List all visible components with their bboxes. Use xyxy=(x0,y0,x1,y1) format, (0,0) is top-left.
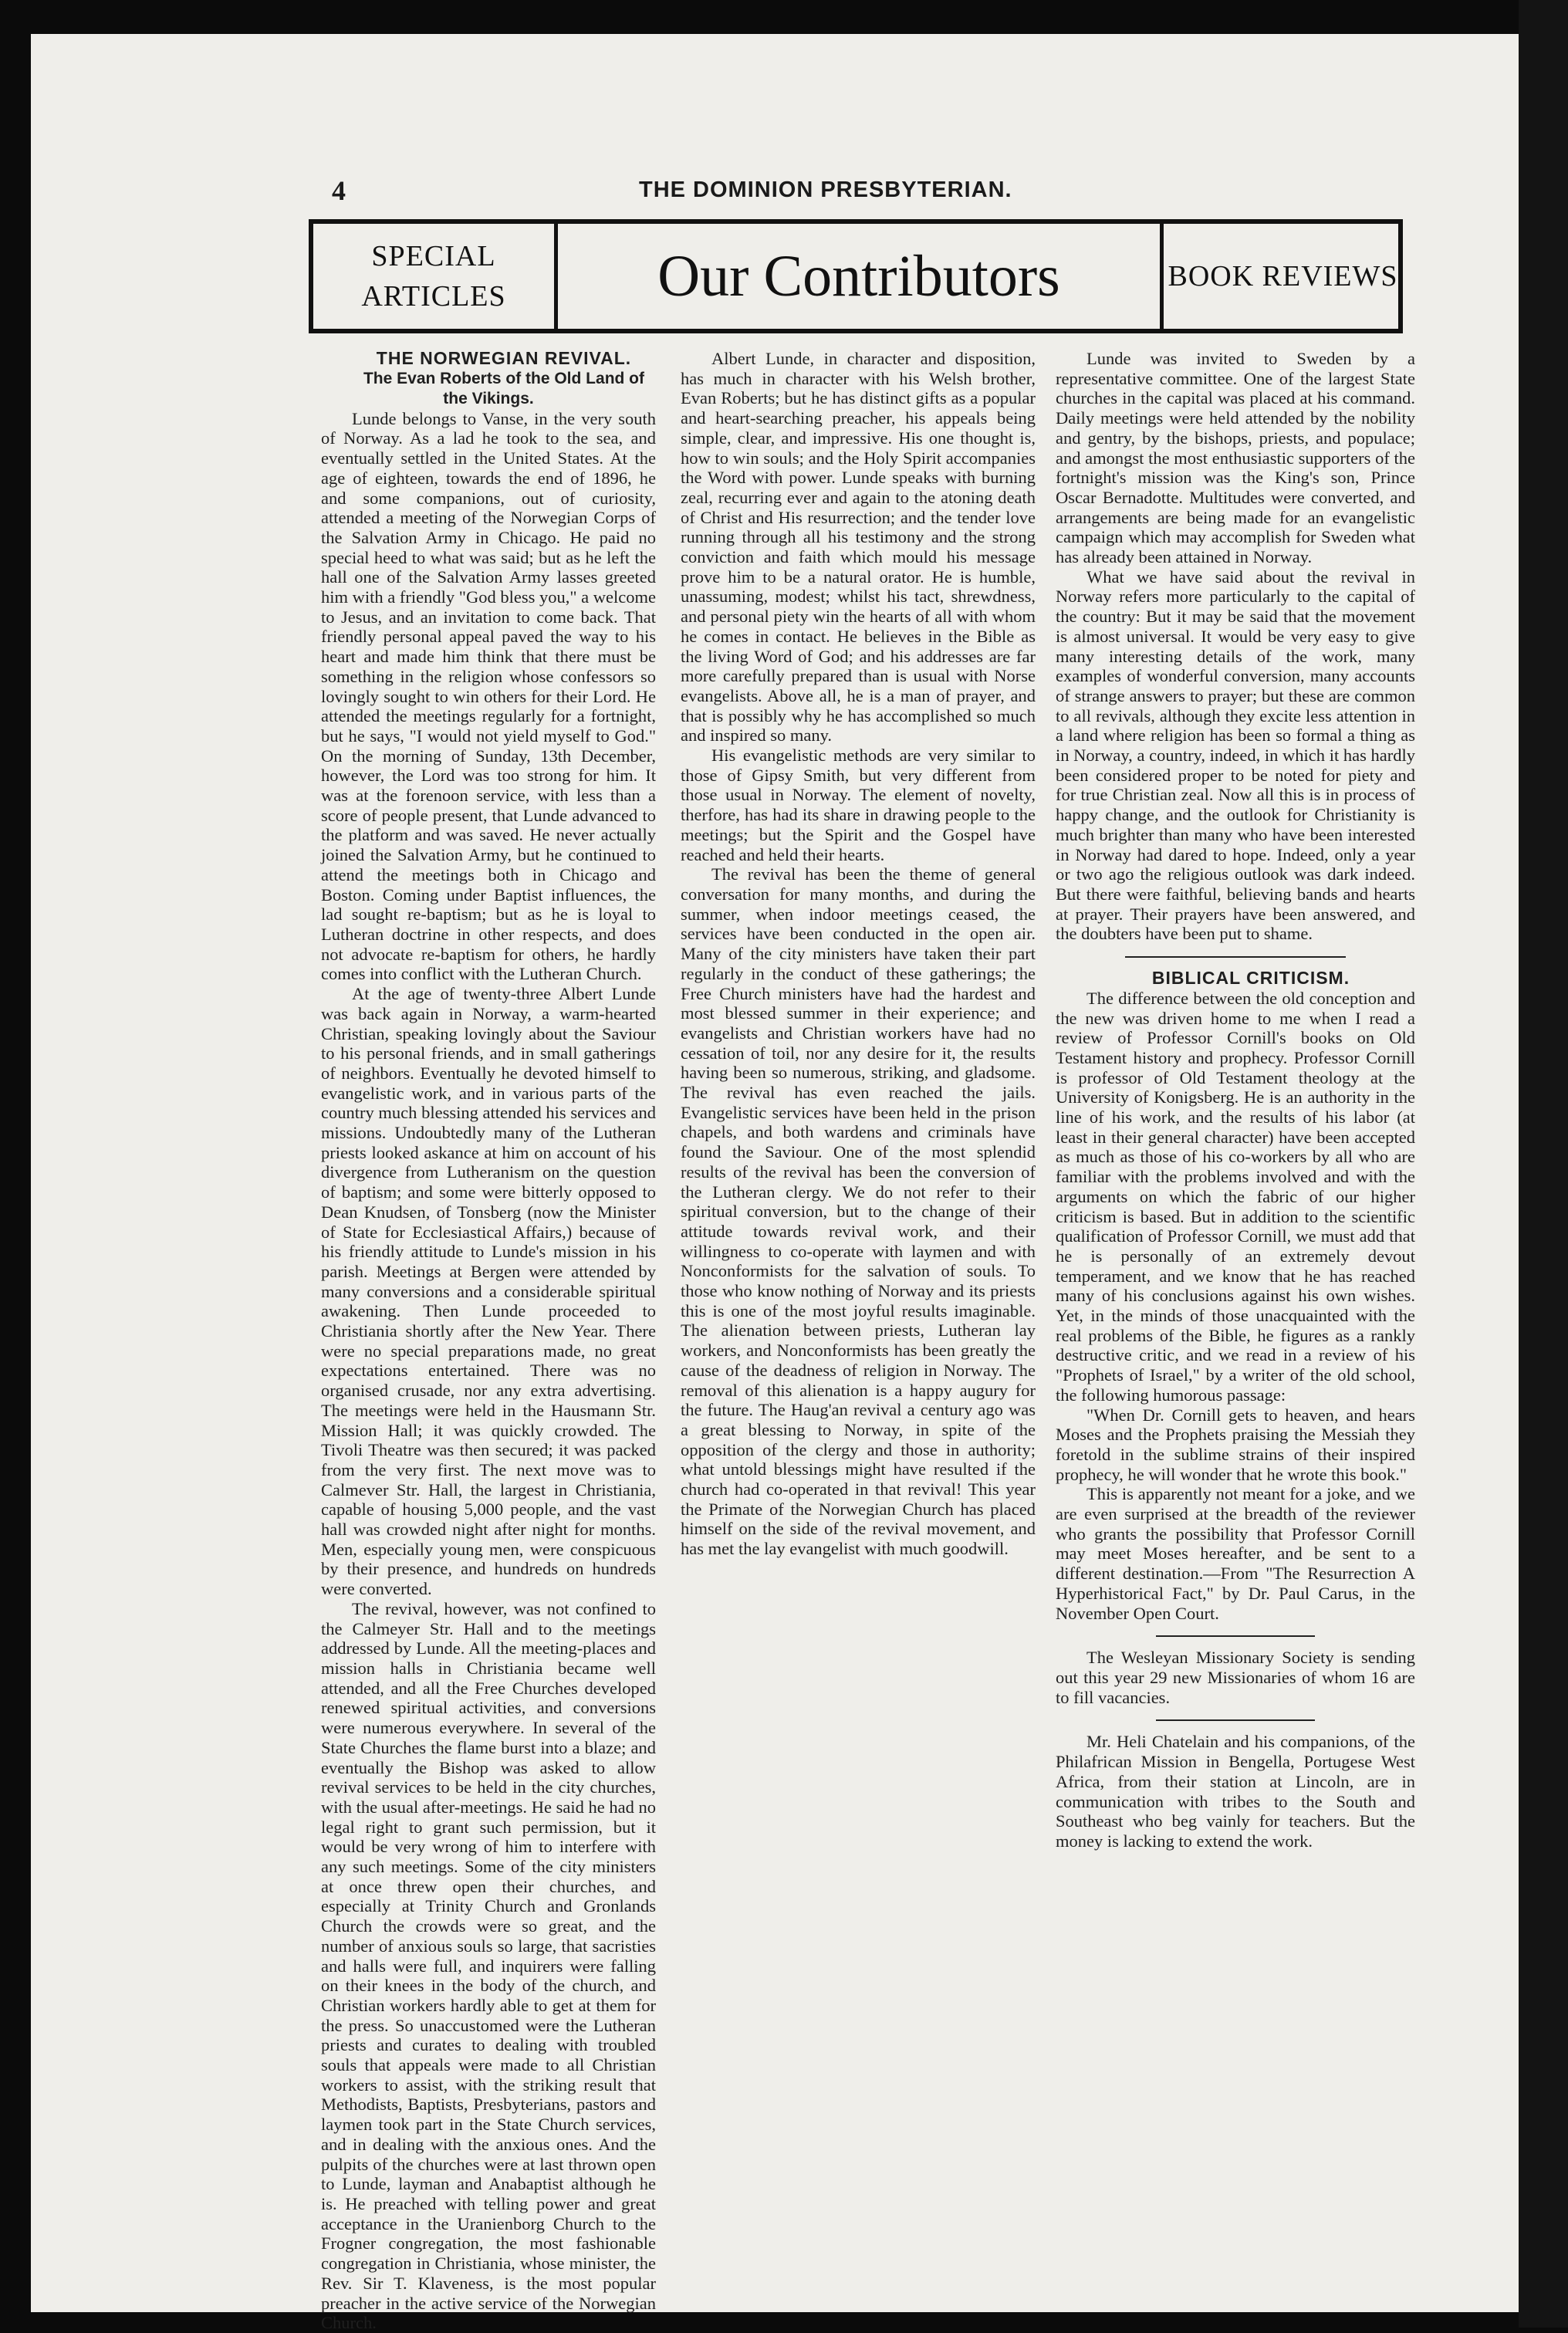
article-paragraph: The revival, however, was not confined to the Calmeyer Str. Hall and to the meetings addressed by Lunde. All the meeting-places and mission halls in Christiania became well attended, and all the Free Churches developed renewed spiritual activities, and conversions were numerous everywhere. In several of the State Churches the flame burst into a blaze; and eventually the Bishop was asked to allow revival services to be held in the city churches, with the usual after-meetings. He said he had no legal right to grant such permission, but it would be very wrong of him to interfere with any such meetings. Some of the city ministers at once threw open their churches, and especially at Trinity Church and Gronlands Church the crowds were so great, and the number of anxious souls so large, that sacristies and halls were full, and inquirers were falling on their knees in the body of the church, and Christian workers hardly able to get at them for the press. So unaccustomed were the Lutheran priests and curates to dealing with troubled souls that appeals were made to all Christian workers to assist, with the striking result that Methodists, Baptists, Presbyterians, pastors and laymen took part in the State Church services, and in dealing with the anxious ones. And the pulpits of the churches were at last thrown open to Lunde, layman and Anabaptist although he is. He preached with telling power and great acceptance in the Uranienborg Church to the Frogner congregation, the most fashionable congregation in Christiania, whose minister, the Rev. Sir T. Klaveness, is the most popular preacher in the active service of the Norwegian Church. xyxy=(321,1598,656,2333)
column-1 xyxy=(321,349,656,2333)
section-divider xyxy=(1125,956,1346,958)
page-number: 4 xyxy=(332,175,346,206)
section-banner xyxy=(309,219,1403,333)
article-paragraph: Albert Lunde, in character and disposition, has much in character with his Welsh brother, Evan Roberts; but he has distinct gifts as a popular and heart-searching preacher, his appeals being simple, clear, and impressive. His one thought is, how to win souls; and the Holy Spirit accompanies the Word with power. Lunde speaks with burning zeal, recurring ever and again to the atoning death of Christ and His resurrection; and the tender love running through all his testimony and the strong conviction and faith which mould his message prove him to be a natural orator. He is humble, unassuming, modest; whilst his tact, shrewdness, and personal piety win the hearts of all with whom he comes in contact. He believes in the Bible as the living Word of God; and his addresses are far more carefully prepared than is usual with Norse evangelists. Above all, he is a man of prayer, and that is possibly why he has accomplished so much and inspired so many. xyxy=(681,349,1036,746)
section-divider xyxy=(1156,1635,1315,1637)
column-3 xyxy=(1056,349,1415,1851)
article-paragraph: Lunde belongs to Vanse, in the very south of Norway. As a lad he took to the sea, and eventually settled in the United States. At the age of eighteen, towards the end of 1896, he and some companions, out of curiosity, attended a meeting of the Norwegian Corps of the Salvation Army in Chicago. He paid no special heed to what was said; but as he left the hall one of the Salvation Army lasses greeted him with a friendly "God bless you," a welcome to Jesus, and an invitation to come back. That friendly personal appeal paved the way to his heart and made him think that there must be something in the religion whose confessors so lovingly sought to win others for their Lord. He attended the meetings regularly for a fortnight, but he says, "I would not yield myself to God." On the morning of Sunday, 13th December, however, the Lord was too strong for him. It was at the forenoon service, with less than a score of people present, that Lunde advanced to the platform and was saved. He never actually joined the Salvation Army, but he continued to attend the meetings both in Chicago and Boston. Coming under Baptist influences, the lad sought re-baptism; but as he is loyal to Lutheran doctrine in other respects, and does not advocate re-baptism for others, he hardly comes into conflict with the Lutheran Church. xyxy=(321,408,656,984)
section-divider xyxy=(1156,1719,1315,1721)
column-2 xyxy=(681,349,1036,1559)
article-paragraph: What we have said about the revival in Norway refers more particularly to the capital of the country: But it may be said that the movement is almost universal. It would be very easy to give many interesting details of the work, many examples of wonderful conversion, many accounts of strange answers to prayer; but these are common to all revivals, although they excite less attention in a land where religion has been so formal a thing as in Norway, a country, indeed, in which it has hardly been considered proper to be noted for piety and for true Christian zeal. Now all this is in process of happy change, and the outlook for Christianity is much brighter than many who have been interested in Norway had dared to hope. Indeed, only a year or two ago the religious outlook was dark indeed. But there were faithful, believing bands and hearts at prayer. Their prayers have been answered, and the doubters have been put to shame. xyxy=(1056,566,1415,944)
journal-title: THE DOMINION PRESBYTERIAN. xyxy=(639,178,1012,202)
banner-special-articles: SPECIAL ARTICLES xyxy=(313,224,558,329)
banner-our-contributors: Our Contributors xyxy=(657,243,1060,309)
article-paragraph: Lunde was invited to Sweden by a representative committee. One of the largest State churches in the capital was placed at his command. Daily meetings were held attended by the nobility and gentry, by the bishops, priests, and populace; and amongst the most enthusiastic supporters of the fortnight's mission was the King's son, Prince Oscar Bernadotte. Multitudes were converted, and arrangements are being made for an evangelistic campaign which may accomplish for Sweden what has already been attained in Norway. xyxy=(1056,349,1415,567)
article-paragraph: The revival has been the theme of general conversation for many months, and during the summer, when indoor meetings ceased, the services have been conducted in the open air. Many of the city ministers have taken their part regularly in the conduct of these gatherings; the Free Church ministers have had the hardest and most blessed summer in their experience; and evangelists and Christian workers have had no cessation of toil, nor any desire for it, the results having been so numerous, striking, and gladsome. The revival has even reached the jails. Evangelistic services have been held in the prison chapels, and both wardens and criminals have found the Saviour. One of the most splendid results of the revival has been the conversion of the Lutheran clergy. We do not refer to their spiritual conversion, but to the change of their attitude towards revival work, and their willingness to co-operate with laymen and with Nonconformists for the salvation of souls. To those who know nothing of Norway and its priests this is one of the most joyful results imaginable. The alienation between priests, Lutheran lay workers, and Nonconformists has been greatly the cause of the deadness of religion in Norway. The removal of this alienation is a happy augury for the future. The Haug'an revival a century ago was a great blessing to Norway, in spite of the opposition of the clergy and those in authority; what untold blessings might have resulted if the church had co-operated in that revival! This year the Primate of the Norwegian Church has placed himself on the side of the revival movement, and has met the lay evangelist with much goodwill. xyxy=(681,864,1036,1559)
article-paragraph: "When Dr. Cornill gets to heaven, and hears Moses and the Prophets praising the Messiah they foretold in the sublime strains of their inspired prophecy, he will wonder that he wrote this book." xyxy=(1056,1405,1415,1484)
news-note: Mr. Heli Chatelain and his companions, of the Philafrican Mission in Bengella, Portugese West Africa, from their station at Lincoln, are in communication with tribes to the South and Southeast who beg vainly for teachers. But the money is lacking to extend the work. xyxy=(1056,1732,1415,1851)
article-paragraph: The difference between the old conception and the new was driven home to me when I read a review of Professor Cornill's books on Old Testament history and prophecy. Professor Cornill is professor of Old Testament theology at the University of Konigsberg. He is an authority in the line of his work, and the results of his labor (at least in their general character) have been accepted as much as those of his co-workers by all who are familiar with the problems involved and with the arguments on which the fabric of our higher criticism is based. But in addition to the scientific qualification of Professor Cornill, we must add that he is personally of an extremely devout temperament, and we know that he has reached many of his conclusions against his own wishes. Yet, in the minds of those unacquainted with the real problems of the Bible, he figures as a rankly destructive critic, and we read in a review of his "Prophets of Israel," by a writer of the old school, the following humorous passage: xyxy=(1056,988,1415,1405)
banner-book-reviews: BOOK REVIEWS xyxy=(1160,224,1402,329)
article-title-biblical-criticism: BIBLICAL CRITICISM. xyxy=(1151,968,1350,989)
article-subtitle: The Evan Roberts of the Old Land of the Vikings. xyxy=(363,369,644,407)
running-head xyxy=(332,174,1559,205)
news-note: The Wesleyan Missionary Society is sending out this year 29 new Missionaries of whom 16 are to fill vacancies. xyxy=(1056,1648,1415,1707)
article-paragraph: At the age of twenty-three Albert Lunde was back again in Norway, a warm-hearted Christian, speaking lovingly about the Saviour to his personal friends, and in small gatherings of neighbors. Eventually he devoted himself to evangelistic work, and in various parts of the country much blessing attended his services and missions. Undoubtedly many of the Lutheran priests looked askance at him on account of his divergence from Lutheranism on the question of baptism; and some were bitterly opposed to Dean Knudsen, of Tonsberg (now the Minister of State for Ecclesiastical Affairs,) because of his friendly attitude to Lunde's mission in his parish. Meetings at Bergen were attended by many conversions and a considerable spiritual awakening. Then Lunde proceeded to Christiania shortly after the New Year. There were no special preparations made, no great expectations entertained. There was no organised crusade, nor any extra advertising. The meetings were held in the Hausmann Str. Mission Hall; it was quickly crowded. The Tivoli Theatre was then secured; it was packed from the very first. The next move was to Calmever Str. Hall, the largest in Christiania, capable of housing 5,000 people, and the vast hall was crowded night after night for months. Men, especially young men, were conspicuous by their presence, and hundreds on hundreds were converted. xyxy=(321,984,656,1599)
page-binding-edge xyxy=(1519,0,1568,2328)
article-paragraph: This is apparently not meant for a joke, and we are even surprised at the breadth of the reviewer who grants the possibility that Professor Cornill may meet Moses hereafter, and be sent to a different destination.—From "The Resurrection A Hyperhistorical Fact," by Dr. Paul Carus, in the November Open Court. xyxy=(1056,1484,1415,1623)
article-paragraph: His evangelistic methods are very similar to those of Gipsy Smith, but very different from those usual in Norway. The element of novelty, therfore, has had its share in drawing people to the meetings; but the Spirit and the Gospel have reached and held their hearts. xyxy=(681,746,1036,864)
article-title-norwegian-revival: THE NORWEGIAN REVIVAL. xyxy=(376,348,632,368)
